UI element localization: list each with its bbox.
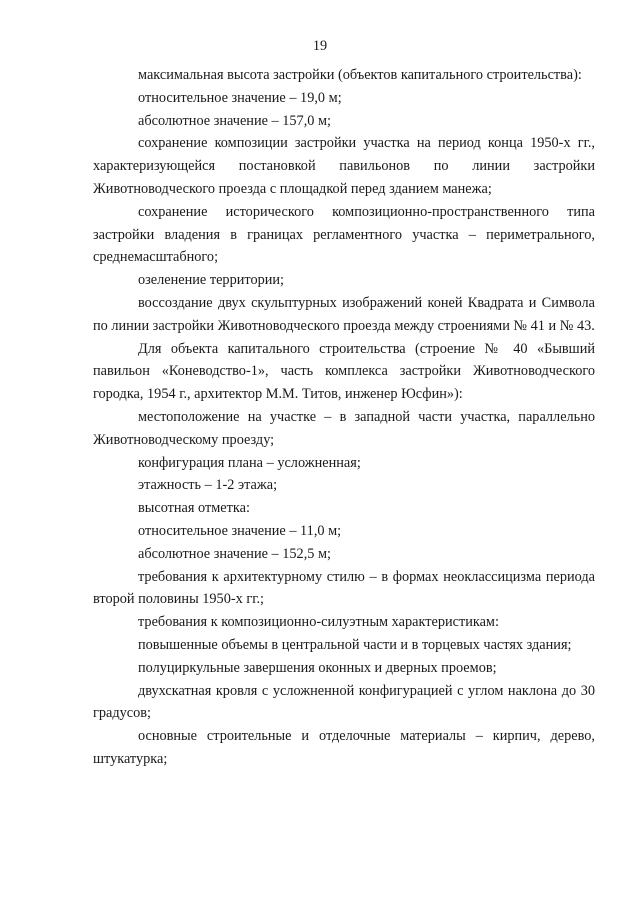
paragraph-plan-configuration: конфигурация плана – усложненная; <box>138 454 361 471</box>
paragraph-silhouette-requirements: требования к композиционно-силуэтным характеристикам: <box>138 614 499 631</box>
paragraph-composition-preservation: сохранение композиции застройки участка на период конца 1950-х гг., характеризующейся постановкой павильонов по линии застройки Животноводческого проезда с площадкой перед зданием манежа; <box>93 135 595 197</box>
paragraph-materials: основные строительные и отделочные материалы – кирпич, дерево, штукатурка; <box>93 728 595 767</box>
paragraph-max-height: максимальная высота застройки (объектов капитального строительства): <box>138 67 582 83</box>
paragraph-relative-height: относительное значение – 19,0 м; <box>138 89 342 106</box>
paragraph-absolute-value: абсолютное значение – 152,5 м; <box>138 545 332 562</box>
paragraph-relative-value: относительное значение – 11,0 м; <box>138 522 342 539</box>
paragraph-floors: этажность – 1-2 этажа; <box>138 477 278 494</box>
paragraph-landscaping: озеленение территории; <box>138 272 285 289</box>
paragraph-height-mark: высотная отметка: <box>138 500 250 517</box>
paragraph-gable-roof: двухскатная кровля с усложненной конфигурацией с углом наклона до 30 градусов; <box>93 682 595 722</box>
paragraph-architectural-style: требования к архитектурному стилю – в формах неоклассицизма периода второй половины 1950-х гг.; <box>93 568 595 608</box>
paragraph-raised-volumes: повышенные объемы в центральной части и в торцевых частях здания; <box>138 636 572 653</box>
paragraph-sculpture-restoration: воссоздание двух скульптурных изображений коней Квадрата и Символа по линии застройки Животноводческого проезда между строениями № 41 и № 43. <box>93 294 595 334</box>
page-number: 19 <box>312 38 328 54</box>
paragraph-location: местоположение на участке – в западной части участка, параллельно Животноводческому проезду; <box>93 408 595 448</box>
paragraph-absolute-height: абсолютное значение – 157,0 м; <box>138 112 332 129</box>
paragraph-building-40-heading: Для объекта капитального строительства (строение № 40 «Бывший павильон «Коневодство-1», часть комплекса застройки Животноводческого городка, 1954 г., архитектор М.М. Титов, инженер Юсфин»): <box>93 340 595 403</box>
paragraph-spatial-type-preservation: сохранение исторического композиционно-пространственного типа застройки владения в границах регламентного участка – периметрального, среднемасштабного; <box>93 203 595 266</box>
document-body <box>93 64 595 771</box>
paragraph-semicircular-openings: полуциркульные завершения оконных и дверных проемов; <box>138 659 497 676</box>
